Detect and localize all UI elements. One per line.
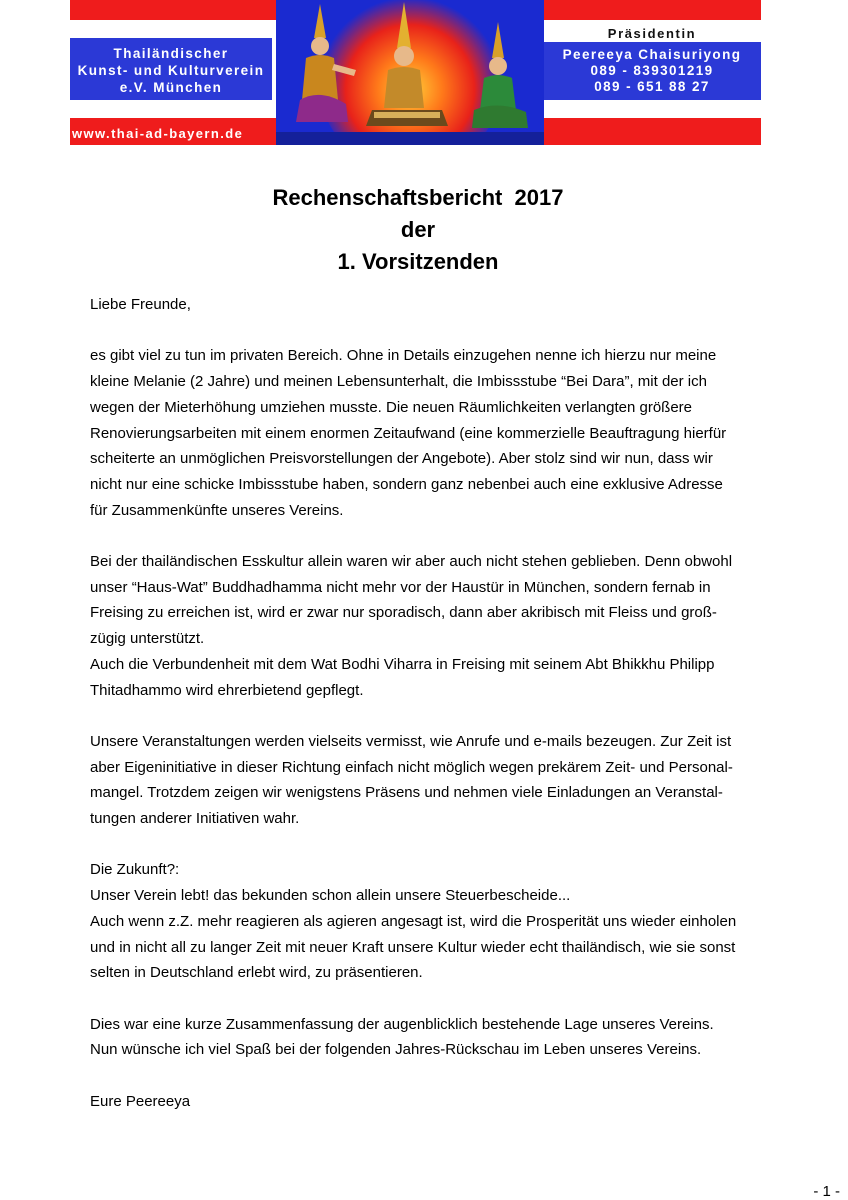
text-line: Unser Verein lebt! das bekunden schon allein unsere Steuerbescheide...: [90, 887, 571, 905]
club-name-line: Thailändischer: [113, 46, 229, 61]
title-line: 1. Vorsitzenden: [337, 249, 499, 274]
text-line: Dies war eine kurze Zusammenfassung der augenblicklich bestehende Lage unseres Vereins.: [90, 1015, 714, 1033]
page-number: - 1 -: [813, 1183, 840, 1200]
dancers-photo: [276, 0, 544, 145]
letter-body: [90, 292, 770, 1114]
text-line: mangel. Trotzdem zeigen wir wenigstens Präsens und nehmen viele Einladungen an Veranstal-: [90, 784, 723, 802]
text-line: scheiterte an unmöglichen Preisvorstellungen der Angebote). Aber stolz sind wir nun, dass wir: [90, 450, 713, 468]
text-line: Freising zu erreichen ist, wird er zwar nur sporadisch, dann aber akribisch mit Fleiss und groß-: [90, 604, 717, 622]
paragraph-culture: [90, 549, 770, 703]
club-name-line: Kunst- und Kulturverein: [77, 63, 265, 78]
contact-box: [543, 42, 761, 100]
text-line: wegen der Mieterhöhung umziehen musste. Die neuen Räumlichkeiten verlangten größere: [90, 398, 693, 416]
signoff: Eure Peereeya: [90, 1092, 191, 1110]
phone-number: 089 - 839301219: [590, 63, 714, 78]
text-line: Thitadhammo wird ehrerbietend gepflegt.: [90, 681, 364, 699]
text-line: unser “Haus-Wat” Buddhadhamma nicht mehr vor der Haustür in München, sondern fernab in: [90, 578, 711, 596]
text-line: nicht nur eine schicke Imbissstube haben, sondern ganz nebenbei auch eine exklusive Adresse: [90, 475, 723, 493]
text-line: und in nicht all zu langer Zeit mit neuer Kraft unsere Kultur wieder echt thailändisch, wie sie sonst: [90, 938, 736, 956]
title-line: der: [400, 217, 436, 242]
text-line: Nun wünsche ich viel Spaß bei der folgenden Jahres-Rückschau im Leben unseres Vereins.: [90, 1041, 702, 1059]
president-label: Präsidentin: [607, 26, 697, 41]
text-line: Unsere Veranstaltungen werden vielseits vermisst, wie Anrufe und e-mails bezeugen. Zur Zeit ist: [90, 732, 732, 750]
text-line: es gibt viel zu tun im privaten Bereich. Ohne in Details einzugehen nenne ich hierzu nur meine: [90, 347, 717, 365]
text-line: zügig unterstützt.: [90, 630, 205, 648]
text-line: für Zusammenkünfte unseres Vereins.: [90, 501, 344, 519]
report-title: [0, 182, 836, 278]
club-name-line: e.V. München: [119, 80, 223, 95]
header-banner: [70, 0, 761, 145]
text-line: kleine Melanie (2 Jahre) und meinen Lebensunterhalt, die Imbissstube “Bei Dara”, mit der ich: [90, 373, 707, 391]
text-line: selten in Deutschland erlebt wird, zu präsentieren.: [90, 964, 423, 982]
paragraph-future: [90, 857, 770, 986]
club-name-box: [70, 38, 272, 100]
phone-number: 089 - 651 88 27: [594, 79, 710, 94]
website-link[interactable]: www.thai-ad-bayern.de: [72, 126, 244, 141]
text-line: Bei der thailändischen Esskultur allein waren wir aber auch nicht stehen geblieben. Denn obwohl: [90, 553, 733, 570]
paragraph-events: [90, 729, 770, 832]
text-line: Auch wenn z.Z. mehr reagieren als agieren angesagt ist, wird die Prosperität uns wieder einholen: [90, 912, 737, 930]
paragraph-summary: [90, 1012, 770, 1063]
thai-dancers-illustration: [276, 0, 544, 145]
text-line: aber Eigeninitiative in dieser Richtung einfach nicht möglich wegen prekärem Zeit- und Personal-: [90, 758, 733, 776]
president-name: Peereeya Chaisuriyong: [562, 47, 742, 62]
text-line: tungen anderer Initiativen wahr.: [90, 810, 300, 828]
paragraph-private: [90, 343, 770, 523]
text-line: Die Zukunft?:: [90, 861, 180, 879]
title-line: Rechenschaftsbericht 2017: [272, 185, 564, 210]
text-line: Renovierungsarbeiten mit einem enormen Zeitaufwand (eine kommerzielle Beauftragung hierfür: [90, 424, 727, 442]
text-line: Auch die Verbundenheit mit dem Wat Bodhi Viharra in Freising mit seinem Abt Bhikkhu Philipp: [90, 655, 715, 673]
greeting: Liebe Freunde,: [90, 296, 191, 313]
